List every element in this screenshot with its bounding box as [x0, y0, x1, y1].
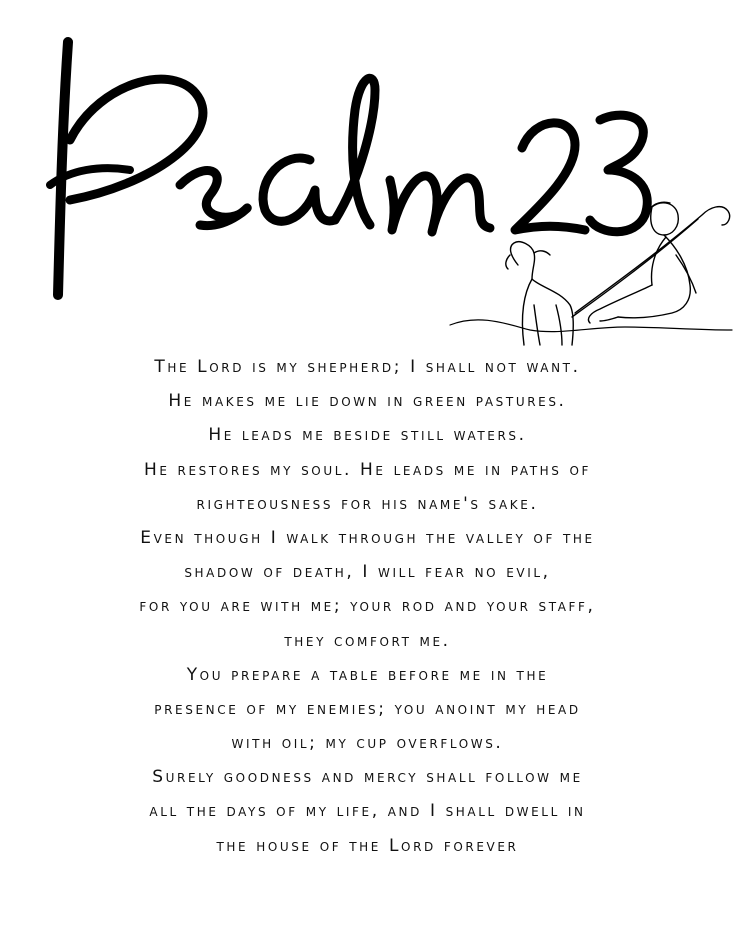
verse-line: He restores my soul. He leads me in paths of [143, 459, 592, 480]
verse-line: presence of my enemies; you anoint my head [154, 698, 581, 719]
verse-line: shadow of death, I will fear no evil, [184, 562, 551, 583]
verse-line: righteousness for his name's sake. [196, 493, 539, 514]
verse-line: The Lord is my shepherd; I shall not want. [154, 357, 581, 377]
psalm-verse-text [0, 350, 735, 863]
verse-line: Surely goodness and mercy shall follow me [152, 767, 583, 788]
verse-line: He leads me beside still waters. [208, 425, 527, 446]
verse-line: for you are with me; your rod and your staff, [139, 596, 596, 617]
verse-line: Even though I walk through the valley of the [140, 527, 595, 548]
verse-line: You prepare a table before me in the [186, 664, 549, 685]
verse-line: He makes me lie down in green pastures. [168, 391, 567, 412]
verse-line: with oil; my cup overflows. [231, 733, 504, 754]
shepherd-with-lamb-line-art-icon [440, 195, 735, 360]
verse-line: the house of the Lord forever [216, 835, 519, 856]
verse-line: they comfort me. [284, 630, 451, 651]
verse-line: all the days of my life, and I shall dwell in [149, 801, 586, 822]
